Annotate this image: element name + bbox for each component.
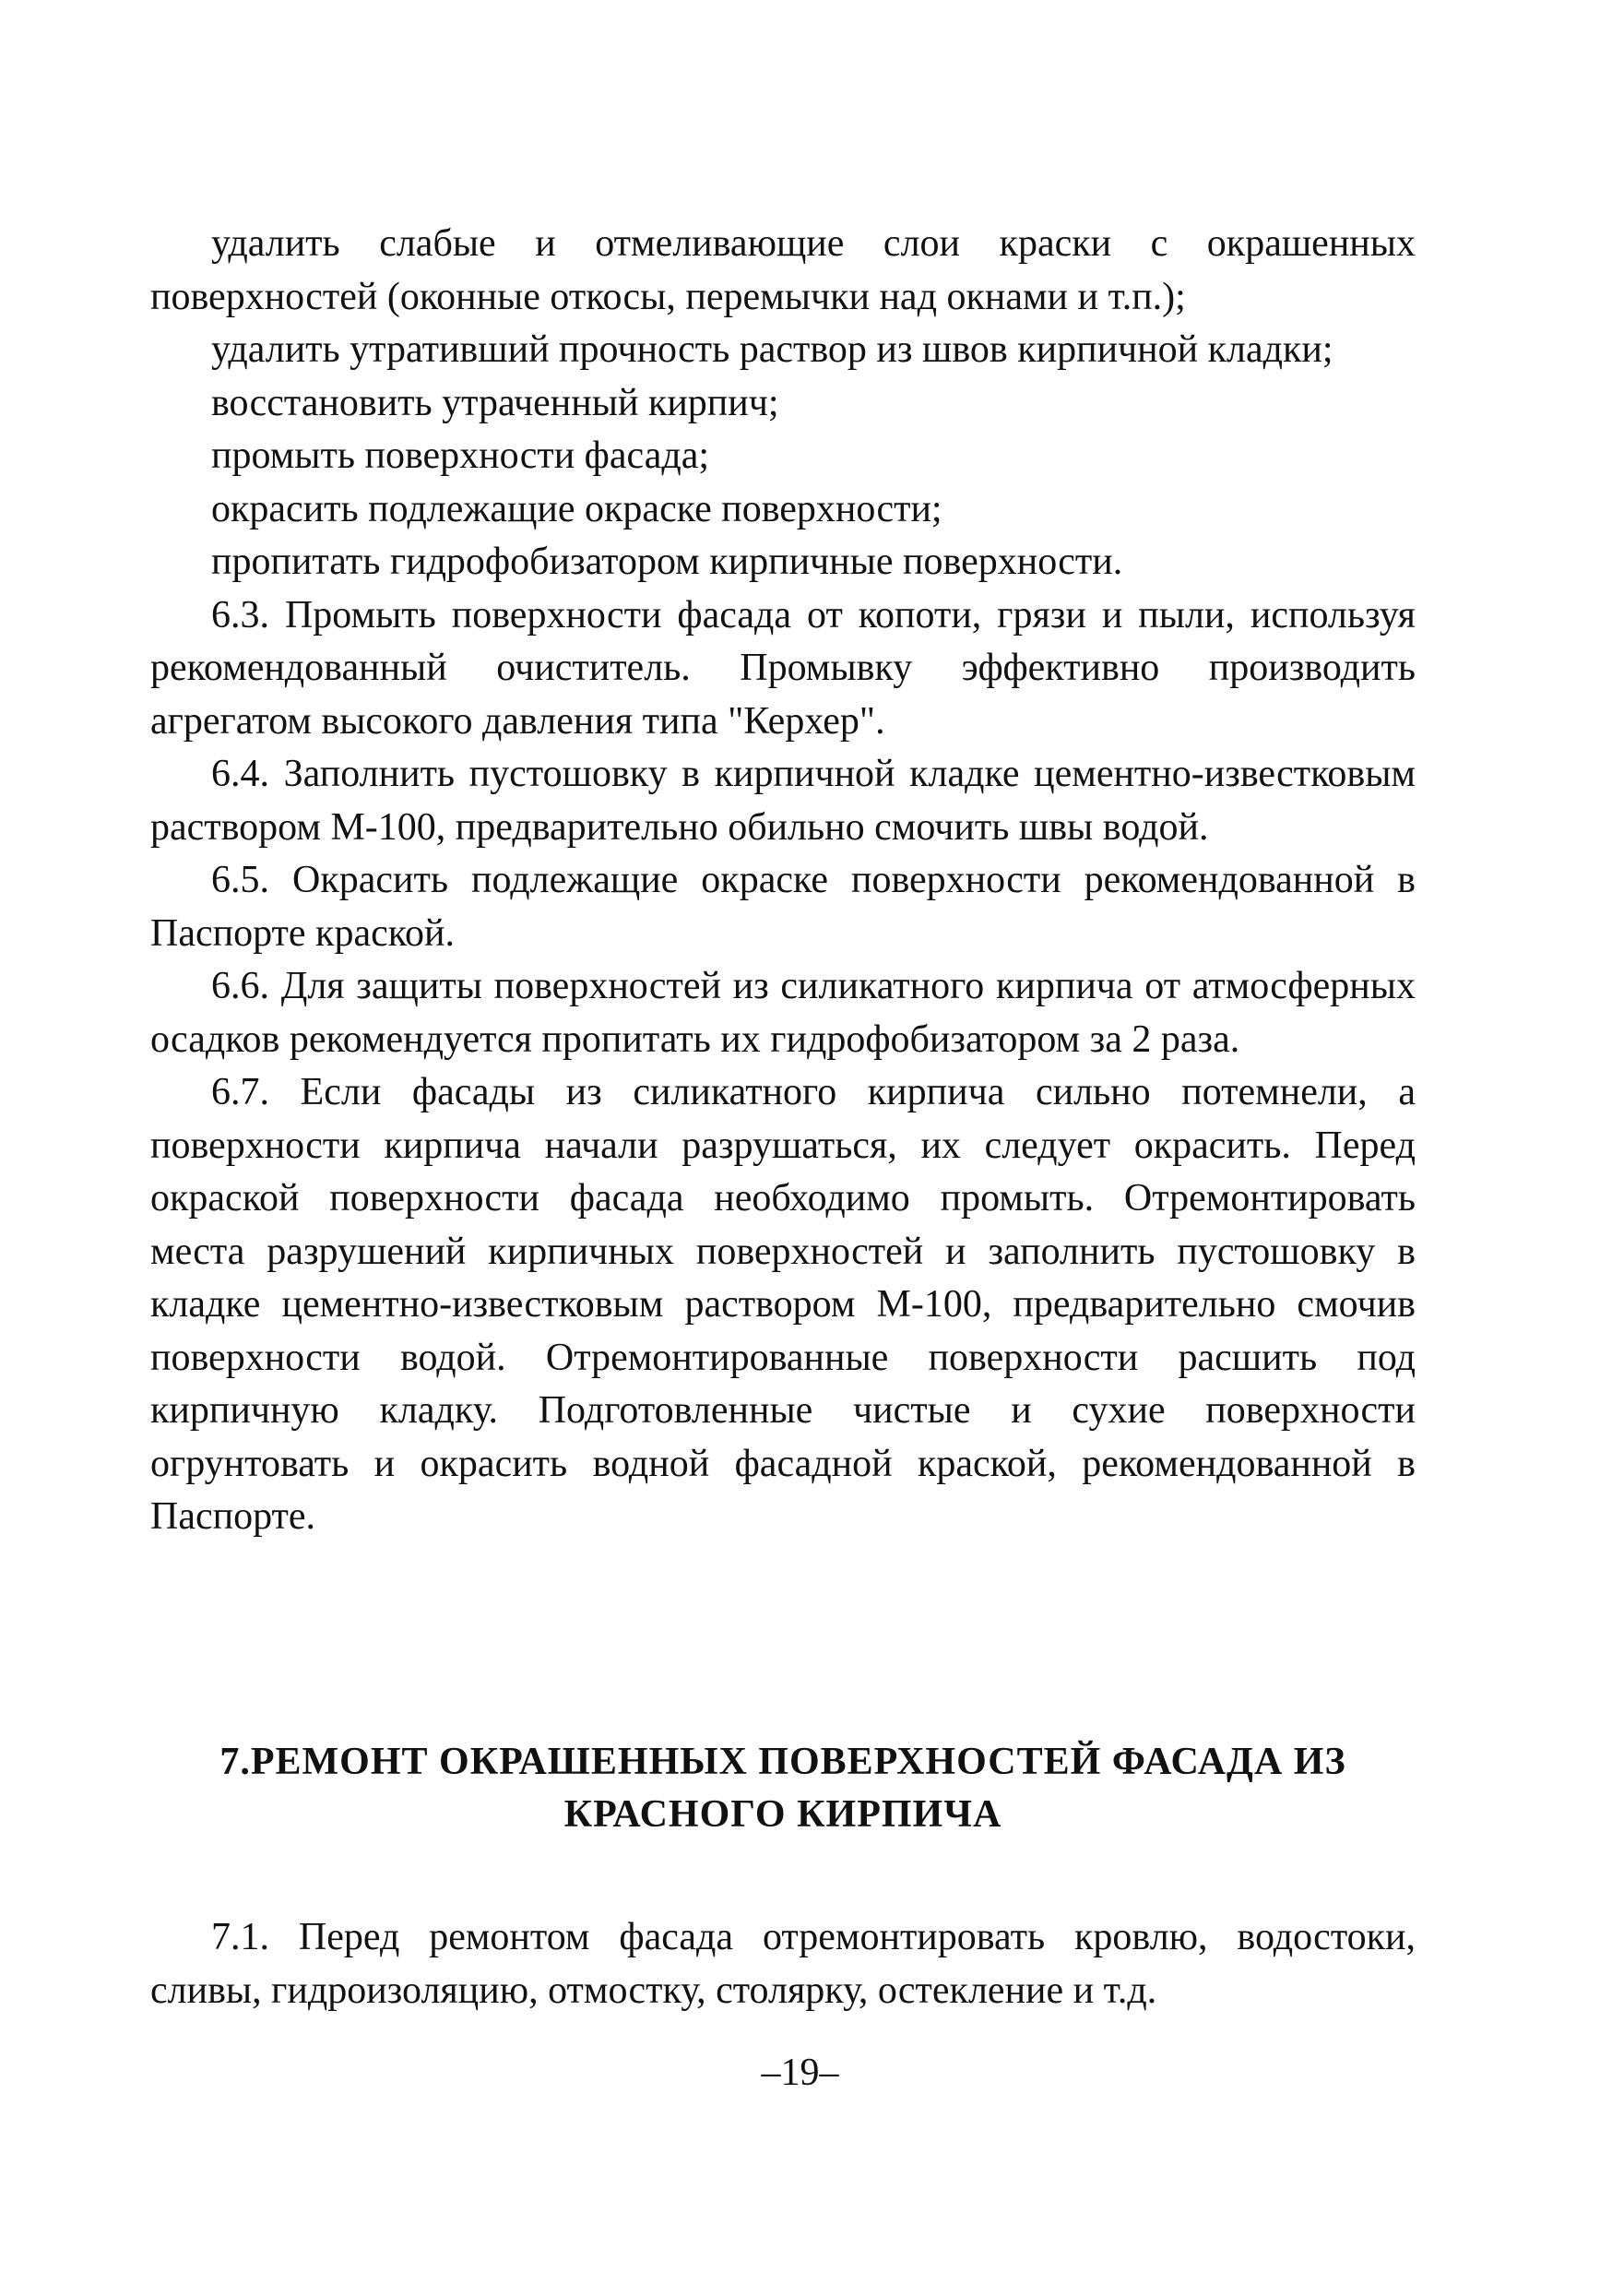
section-heading-line-1: 7.РЕМОНТ ОКРАШЕННЫХ ПОВЕРХНОСТЕЙ ФАСАДА ИЗ	[219, 1741, 1346, 1783]
list-item: восстановить утраченный кирпич;	[211, 381, 779, 424]
list-item: промыть поверхности фасада;	[211, 434, 710, 477]
list-item: пропитать гидрофобизатором кирпичные поверхности.	[211, 541, 1123, 583]
body-text	[150, 218, 1416, 1544]
paragraph-6-4: 6.4. Заполнить пустошовку в кирпичной кладке цементно-известковым раствором М-100, предварительно обильно смочить швы водой.	[150, 753, 1416, 849]
paragraph-6-7: 6.7. Если фасады из силикатного кирпича сильно потемнели, а поверхности кирпича начали разрушаться, их следует окрасить. Перед окраской поверхности фасада необходимо промыть. Отремонтировать места разрушений кирпичных поверхностей и заполнить пустошовку в кладке цементно-известковым раствором М-100, предварительно смочив поверхности водой. Отремонтированные поверхности расшить под кирпичную кладку. Подготовленные чистые и сухие поверхности огрунтовать и окрасить водной фасадной краской, рекомендованной в Паспорте.	[150, 1071, 1416, 1538]
paragraph-7-1: 7.1. Перед ремонтом фасада отремонтировать кровлю, водостоки, сливы, гидроизоляцию, отмостку, столярку, остекление и т.д.	[150, 1916, 1416, 2012]
paragraph-6-3: 6.3. Промыть поверхности фасада от копоти, грязи и пыли, используя рекомендованный очиститель. Промывку эффективно производить агрегатом высокого давления типа "Керхер".	[150, 593, 1416, 743]
section-heading-line-2: КРАСНОГО КИРПИЧА	[563, 1793, 1002, 1836]
paragraph-6-6: 6.6. Для защиты поверхностей из силикатного кирпича от атмосферных осадков рекомендуется пропитать их гидрофобизатором за 2 раза.	[150, 965, 1416, 1061]
list-item: окрасить подлежащие окраске поверхности;	[211, 487, 942, 530]
paragraph-6-5: 6.5. Окрасить подлежащие окраске поверхности рекомендованной в Паспорте краской.	[150, 859, 1416, 955]
section-body	[150, 1911, 1416, 2017]
page-number: –19–	[761, 2052, 839, 2094]
section-heading	[150, 1736, 1416, 1841]
list-item: удалить слабые и отмеливающие слои краски с окрашенных поверхностей (оконные откосы, перемычки над окнами и т.п.);	[150, 222, 1416, 318]
list-item: удалить утративший прочность раствор из швов кирпичной кладки;	[211, 328, 1333, 371]
